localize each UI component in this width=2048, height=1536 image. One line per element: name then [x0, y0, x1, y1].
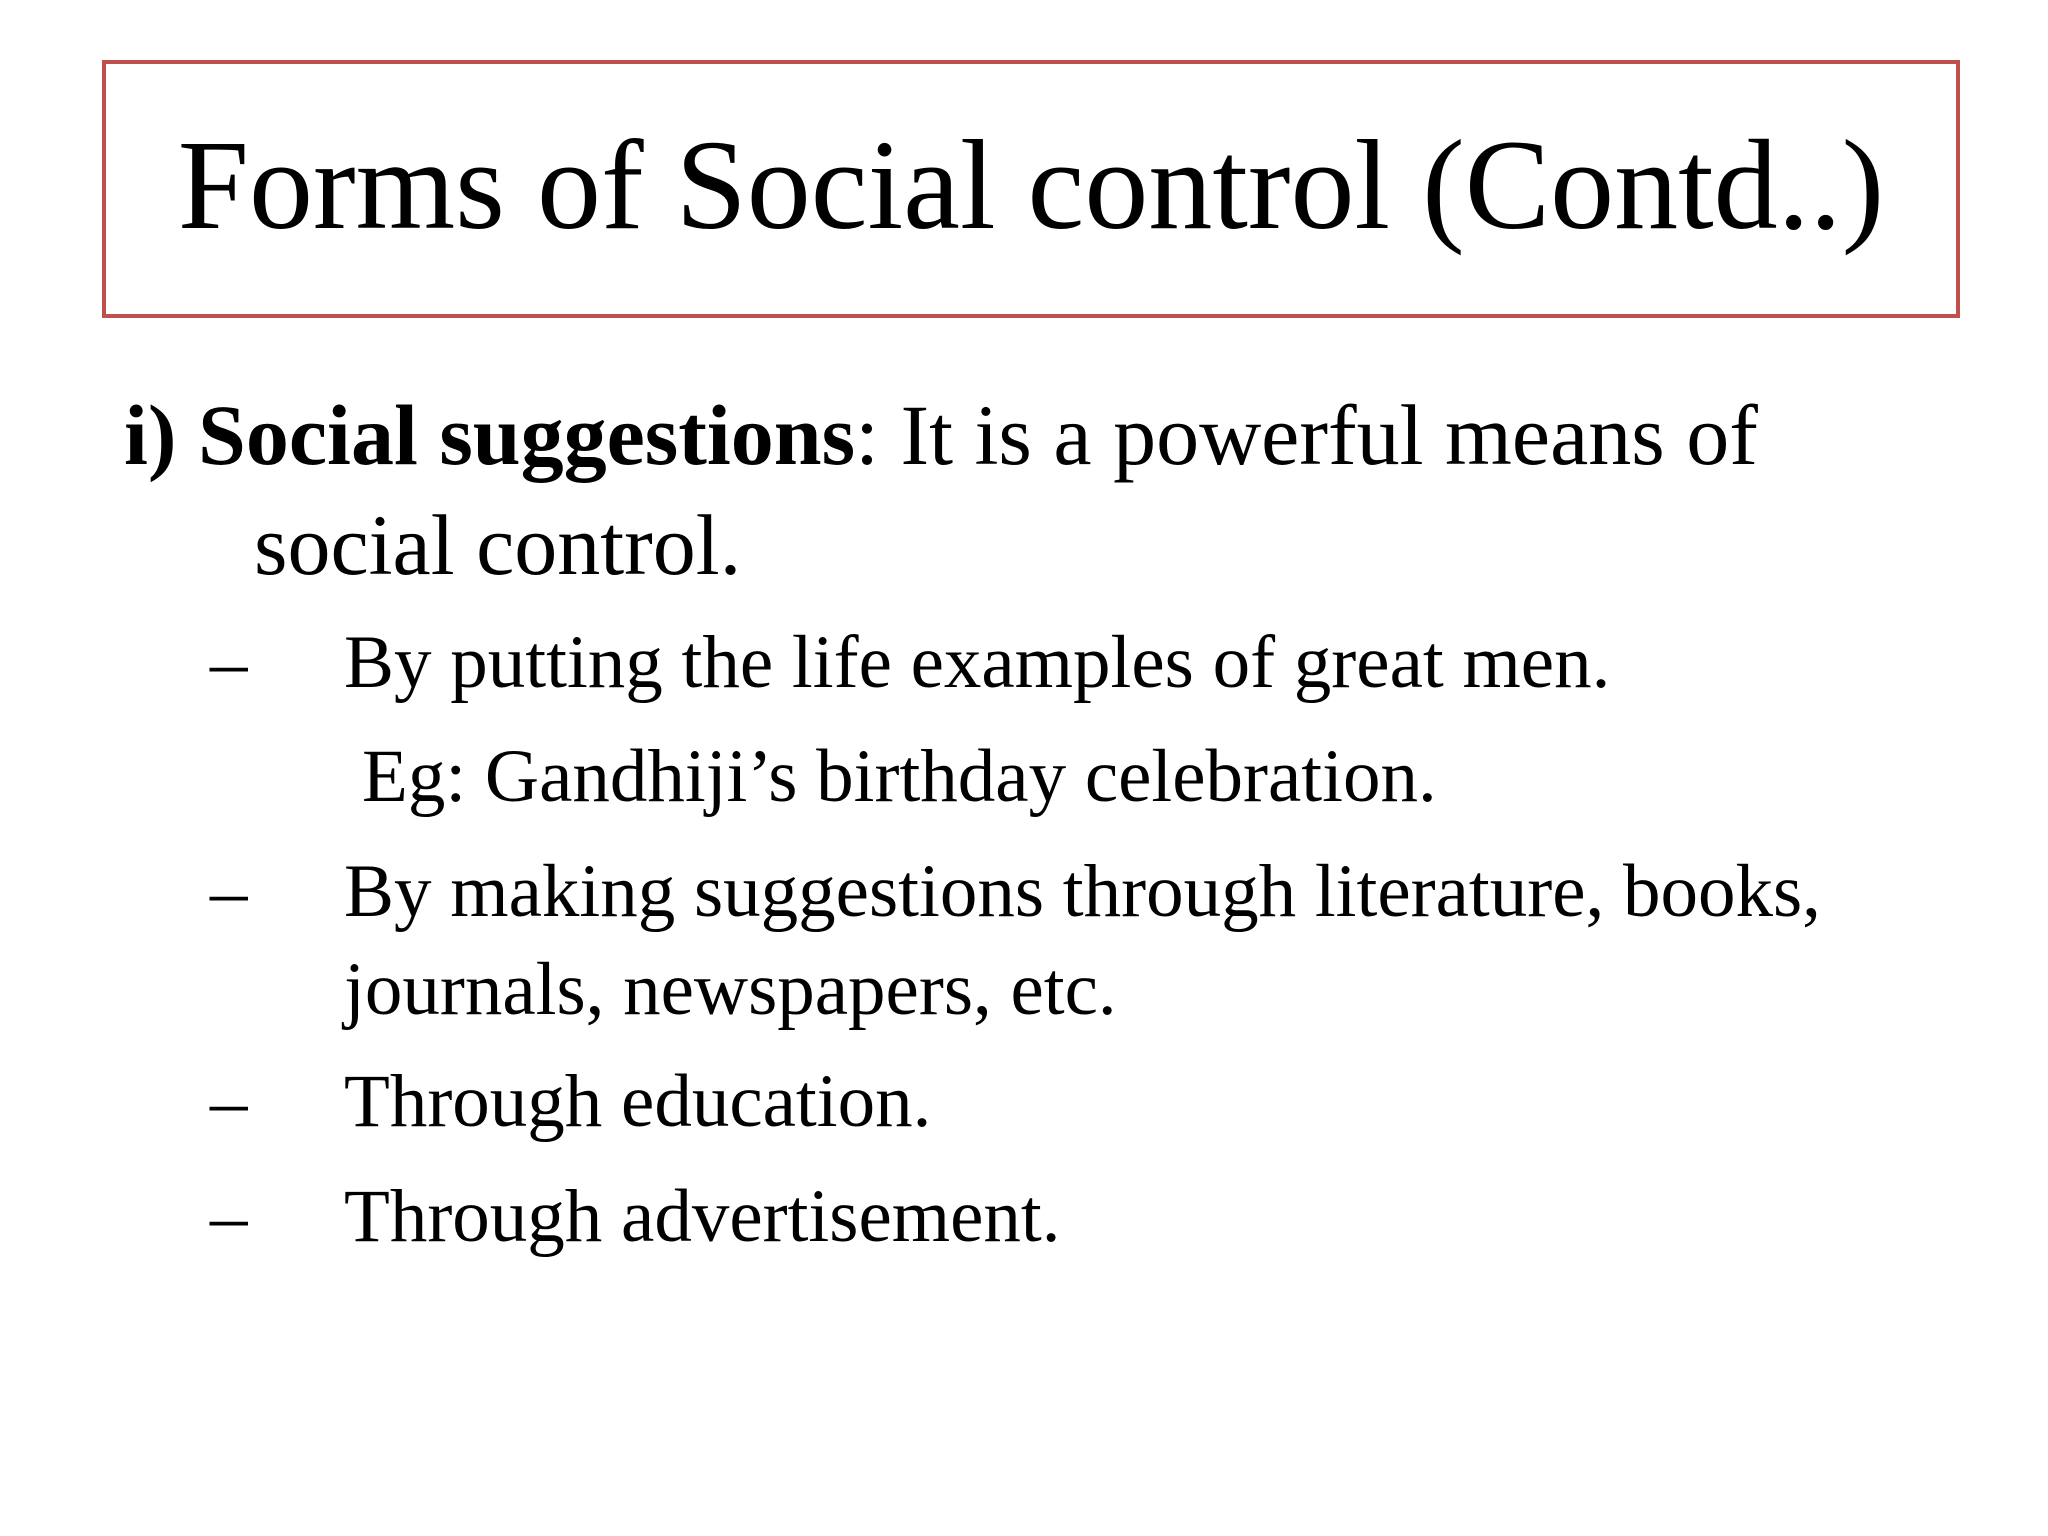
- dash-bullet: –: [210, 850, 248, 933]
- main-point-marker: i): [124, 387, 177, 483]
- main-point-line-1: [124, 380, 1944, 490]
- example-text: Eg: Gandhiji’s birthday celebration.: [362, 735, 1437, 818]
- sub-point-text-continued: journals, newspapers, etc.: [344, 948, 1117, 1031]
- slide-title: Forms of Social control (Contd..): [177, 114, 1885, 256]
- main-point-term: Social suggestions: [198, 387, 856, 483]
- dash-bullet: –: [210, 621, 248, 704]
- dash-bullet: –: [210, 1060, 248, 1143]
- sub-point: [210, 1168, 2010, 1266]
- sub-point: [210, 843, 2010, 1039]
- main-point-line-2: social control.: [254, 497, 742, 593]
- sub-point-text: By making suggestions through literature, books,: [344, 850, 1821, 933]
- sub-point: [210, 614, 2010, 712]
- title-box: [102, 60, 1960, 318]
- sub-point-text: Through education.: [344, 1060, 932, 1143]
- sub-point-text: By putting the life examples of great men.: [344, 621, 1611, 704]
- dash-bullet: –: [210, 1175, 248, 1258]
- main-point: [124, 380, 1944, 600]
- sub-point: [210, 1053, 2010, 1151]
- sub-point-text: Through advertisement.: [344, 1175, 1061, 1258]
- main-point-definition: : It is a powerful means of: [855, 387, 1758, 483]
